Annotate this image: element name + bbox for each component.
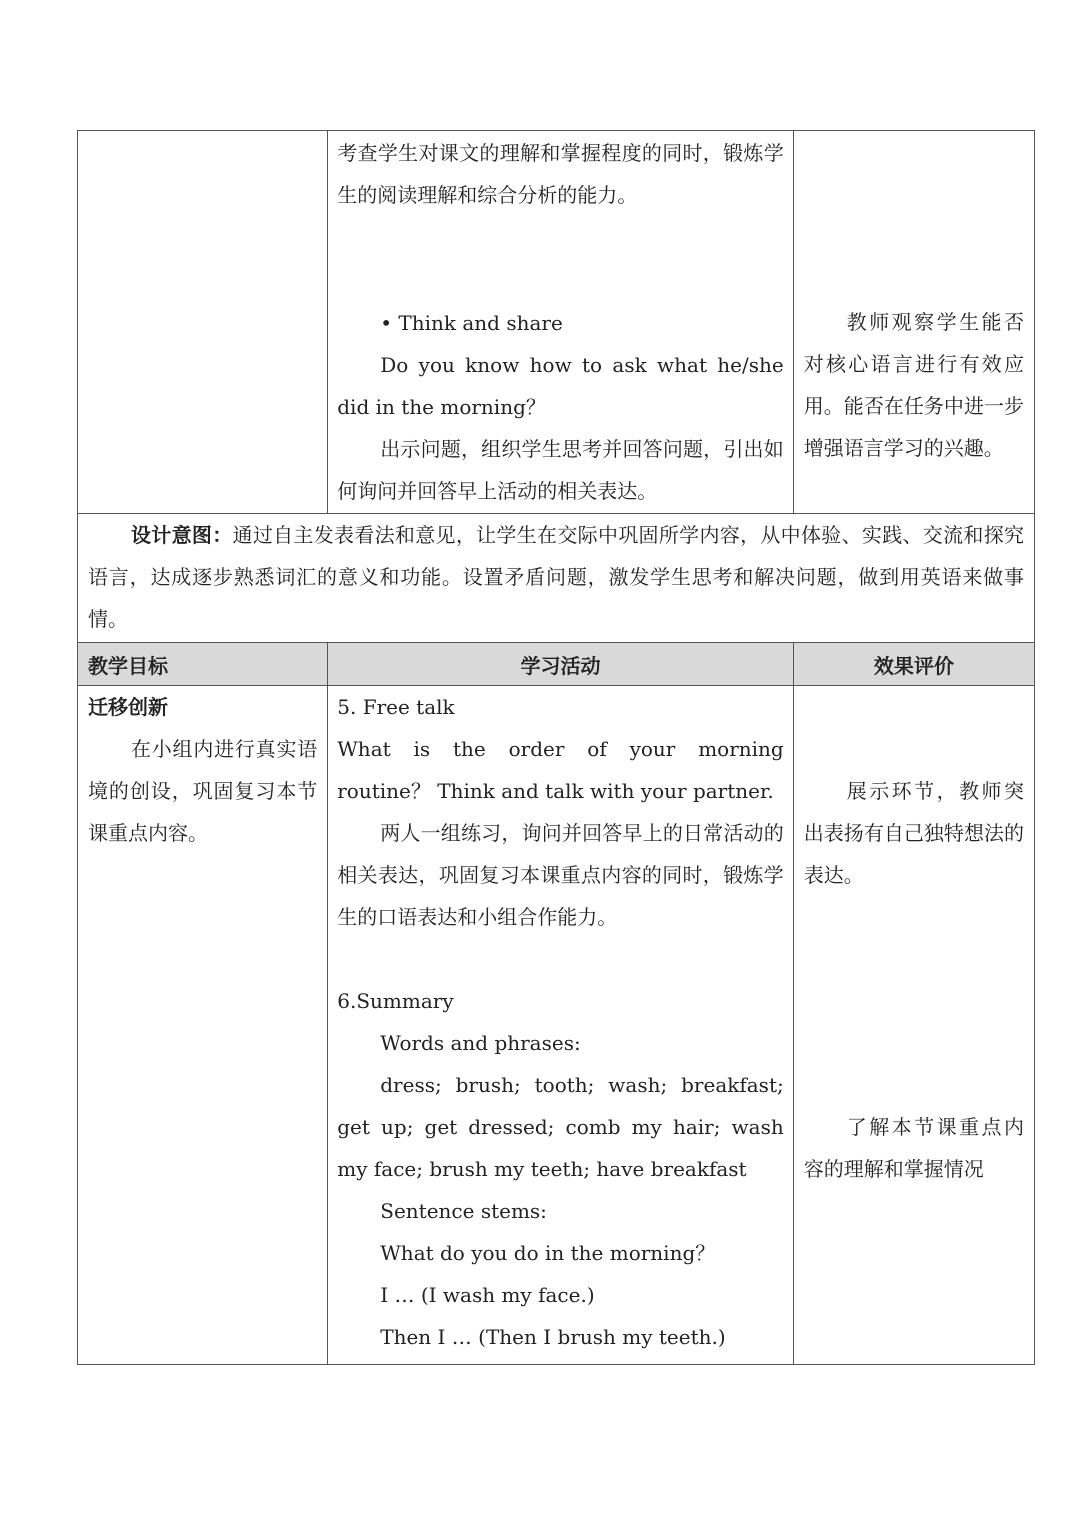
summary-title: 6.Summary	[337, 989, 454, 1013]
stem-1: What do you do in the morning？	[380, 1241, 716, 1265]
header-evaluation: 效果评价	[793, 643, 1034, 686]
evaluation-text: 教师观察学生能否对核心语言进行有效应用。能否在任务中进一步增强语言学习的兴趣。	[803, 310, 1024, 460]
header-row	[78, 643, 1035, 686]
free-talk-desc: 两人一组练习，询问并回答早上的日常活动的相关表达，巩固复习本课重点内容的同时，锻炼学生的口语表达和小组合作能力。	[337, 821, 784, 929]
design-intent-cell	[78, 514, 1035, 643]
goal-cell-empty	[78, 131, 328, 514]
header-activity: 学习活动	[328, 643, 793, 686]
think-share-title: • Think and share	[380, 311, 563, 335]
evaluation-cell	[793, 686, 1034, 1365]
evaluation-text-1: 展示环节，教师突出表扬有自己独特想法的表达。	[803, 779, 1024, 887]
goal-cell	[78, 686, 328, 1365]
activity-text: 考查学生对课文的理解和掌握程度的同时，锻炼学生的阅读理解和综合分析的能力。	[337, 141, 784, 207]
evaluation-cell	[793, 131, 1034, 514]
design-intent	[88, 514, 1024, 640]
lesson-plan-table	[77, 130, 1035, 1365]
header-goal: 教学目标	[78, 643, 328, 686]
free-talk-question: What is the order of your morning routine？ Think and talk with your partner.	[337, 737, 784, 803]
table-row	[78, 131, 1035, 514]
goal-title: 迁移创新	[88, 695, 168, 719]
free-talk-title: 5. Free talk	[337, 695, 455, 719]
words-text: dress; brush; tooth; wash; breakfast; get up; get dressed; comb my hair; wash my face; brush my teeth; have breakfast	[337, 1073, 784, 1181]
activity-cell	[328, 131, 793, 514]
goal-text: 在小组内进行真实语境的创设，巩固复习本节课重点内容。	[88, 737, 318, 845]
stems-label: Sentence stems:	[380, 1199, 547, 1223]
design-intent-text: 通过自主发表看法和意见，让学生在交际中巩固所学内容，从中体验、实践、交流和探究语言，达成逐步熟悉词汇的意义和功能。设置矛盾问题，激发学生思考和解决问题，做到用英语来做事情。	[88, 523, 1025, 631]
words-label: Words and phrases:	[380, 1031, 581, 1055]
table-row	[78, 514, 1035, 643]
stem-3: Then I … (Then I brush my teeth.)	[380, 1325, 726, 1349]
design-intent-label: 设计意图：	[131, 523, 233, 547]
stem-2: I … (I wash my face.)	[380, 1283, 595, 1307]
think-share-question: Do you know how to ask what he/she did in the morning？	[337, 353, 784, 419]
table-row	[78, 686, 1035, 1365]
evaluation-text-2: 了解本节课重点内容的理解和掌握情况	[803, 1115, 1024, 1181]
activity-cell	[328, 686, 793, 1365]
think-share-desc: 出示问题，组织学生思考并回答问题，引出如何询问并回答早上活动的相关表达。	[337, 437, 784, 503]
